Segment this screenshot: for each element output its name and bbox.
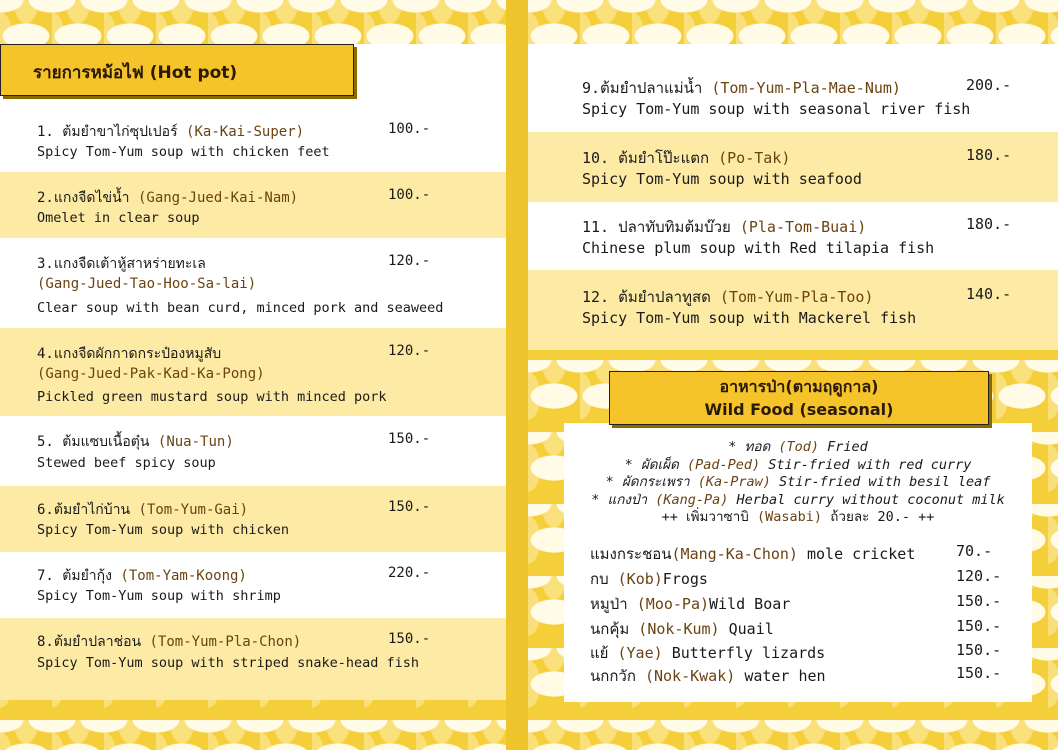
wild-item-price: 120.-: [956, 567, 1002, 585]
wild-title-en: Wild Food (seasonal): [704, 400, 894, 419]
note-line: * ทอด (Tod) Fried: [728, 439, 868, 455]
item-description: Clear soup with bean curd, minced pork and seaweed: [37, 300, 444, 316]
wild-item-name: กบ (Kob)Frogs: [590, 570, 708, 588]
item-description: Spicy Tom-Yum soup with shrimp: [37, 588, 281, 604]
menu-item: [0, 552, 506, 618]
item-price: 180.-: [966, 215, 1012, 233]
item-name: 9.ต้มยำปลาแม่น้ำ (Tom-Yum-Pla-Mae-Num): [582, 79, 901, 97]
item-price: 200.-: [966, 76, 1012, 94]
item-name: 7. ต้มยำกุ้ง (Tom-Yam-Koong): [37, 568, 247, 584]
item-description: Spicy Tom-Yum soup with seasonal river fish: [582, 100, 971, 118]
item-name: 6.ต้มยำไก่บ้าน (Tom-Yum-Gai): [37, 502, 249, 518]
item-name: 4.แกงจืดผักกาดกระป๋องหมูสับ: [37, 346, 222, 362]
item-price: 100.-: [388, 121, 431, 137]
item-price: 140.-: [966, 285, 1012, 303]
item-price: 180.-: [966, 146, 1012, 164]
wild-item-price: 150.-: [956, 641, 1002, 659]
menu-item: [528, 132, 1058, 202]
cooking-style-notes: [564, 439, 1032, 527]
wasabi-note: ++ เพิ่มวาซาบิ (Wasabi) ถ้วยละ 20.- ++: [661, 509, 935, 525]
note-line: * แกงป่า (Kang-Pa) Herbal curry without coconut milk: [591, 491, 1005, 508]
item-name: 12. ต้มยำปลาทูสด (Tom-Yum-Pla-Too): [582, 288, 874, 306]
wild-item-price: 150.-: [956, 617, 1002, 635]
item-name: 8.ต้มยำปลาช่อน (Tom-Yum-Pla-Chon): [37, 634, 302, 650]
menu-item: [0, 328, 506, 416]
wild-item-name: นกคุ้ม (Nok-Kum) Quail: [590, 620, 774, 638]
item-description: Omelet in clear soup: [37, 210, 200, 226]
wild-item-name: แมงกระชอน(Mang-Ka-Chon) mole cricket: [590, 545, 916, 563]
item-description: Spicy Tom-Yum soup with chicken feet: [37, 144, 330, 160]
item-price: 150.-: [388, 631, 431, 647]
menu-item: [528, 62, 1058, 132]
wild-item-price: 70.-: [956, 542, 993, 560]
menu-item: [0, 486, 506, 552]
wild-food-header: [609, 371, 989, 425]
menu-item: [528, 202, 1058, 270]
item-romanization: (Gang-Jued-Pak-Kad-Ka-Pong): [37, 366, 265, 382]
wild-item-name: แย้ (Yae) Butterfly lizards: [590, 644, 826, 662]
wild-item-price: 150.-: [956, 592, 1002, 610]
item-price: 120.-: [388, 343, 431, 359]
item-description: Pickled green mustard soup with minced pork: [37, 389, 387, 405]
item-name: 1. ต้มยำขาไก่ซุปเปอร์ (Ka-Kai-Super): [37, 124, 305, 140]
item-name: 2.แกงจืดไข่น้ำ (Gang-Jued-Kai-Nam): [37, 190, 299, 206]
item-romanization: (Gang-Jued-Tao-Hoo-Sa-lai): [37, 276, 257, 292]
menu-item: [0, 106, 506, 172]
wild-item-name: นกกวัก (Nok-Kwak) water hen: [590, 667, 826, 685]
menu-item: [0, 238, 506, 328]
wild-title-thai: อาหารป่า(ตามฤดูกาล): [719, 377, 879, 396]
wild-food-panel: [564, 423, 1032, 702]
note-line: * ผัดเผ็ด (Pad-Ped) Stir-fried with red curry: [624, 456, 972, 473]
item-name: 5. ต้มแซบเนื้อตุ๋น (Nua-Tun): [37, 434, 234, 450]
item-description: Spicy Tom-Yum soup with chicken: [37, 522, 289, 538]
item-name: 3.แกงจืดเต้าหู้สาหร่ายทะเล: [37, 256, 206, 272]
item-price: 120.-: [388, 253, 431, 269]
wild-item-name: หมูป่า (Moo-Pa)Wild Boar: [590, 595, 791, 613]
hotpot-title: รายการหม้อไฟ (Hot pot): [33, 63, 238, 83]
item-name: 11. ปลาทับทิมต้มบ๊วย (Pla-Tom-Buai): [582, 218, 867, 236]
item-description: Chinese plum soup with Red tilapia fish: [582, 239, 935, 257]
item-price: 150.-: [388, 499, 431, 515]
item-price: 220.-: [388, 565, 431, 581]
menu-item: [528, 270, 1058, 350]
item-description: Stewed beef spicy soup: [37, 455, 216, 471]
item-name: 10. ต้มยำโป๊ะแตก (Po-Tak): [582, 149, 791, 167]
item-price: 100.-: [388, 187, 431, 203]
hotpot-header: [0, 44, 354, 96]
menu-item: [0, 618, 506, 700]
menu-item: [0, 416, 506, 486]
item-description: Spicy Tom-Yum soup with Mackerel fish: [582, 309, 917, 327]
item-price: 150.-: [388, 431, 431, 447]
item-description: Spicy Tom-Yum soup with striped snake-head fish: [37, 655, 420, 671]
menu-item: [0, 172, 506, 238]
item-description: Spicy Tom-Yum soup with seafood: [582, 170, 862, 188]
wild-item-price: 150.-: [956, 664, 1002, 682]
page-gutter: [506, 0, 528, 750]
note-line: * ผัดกระเพรา (Ka-Praw) Stir-fried with besil leaf: [605, 474, 991, 490]
